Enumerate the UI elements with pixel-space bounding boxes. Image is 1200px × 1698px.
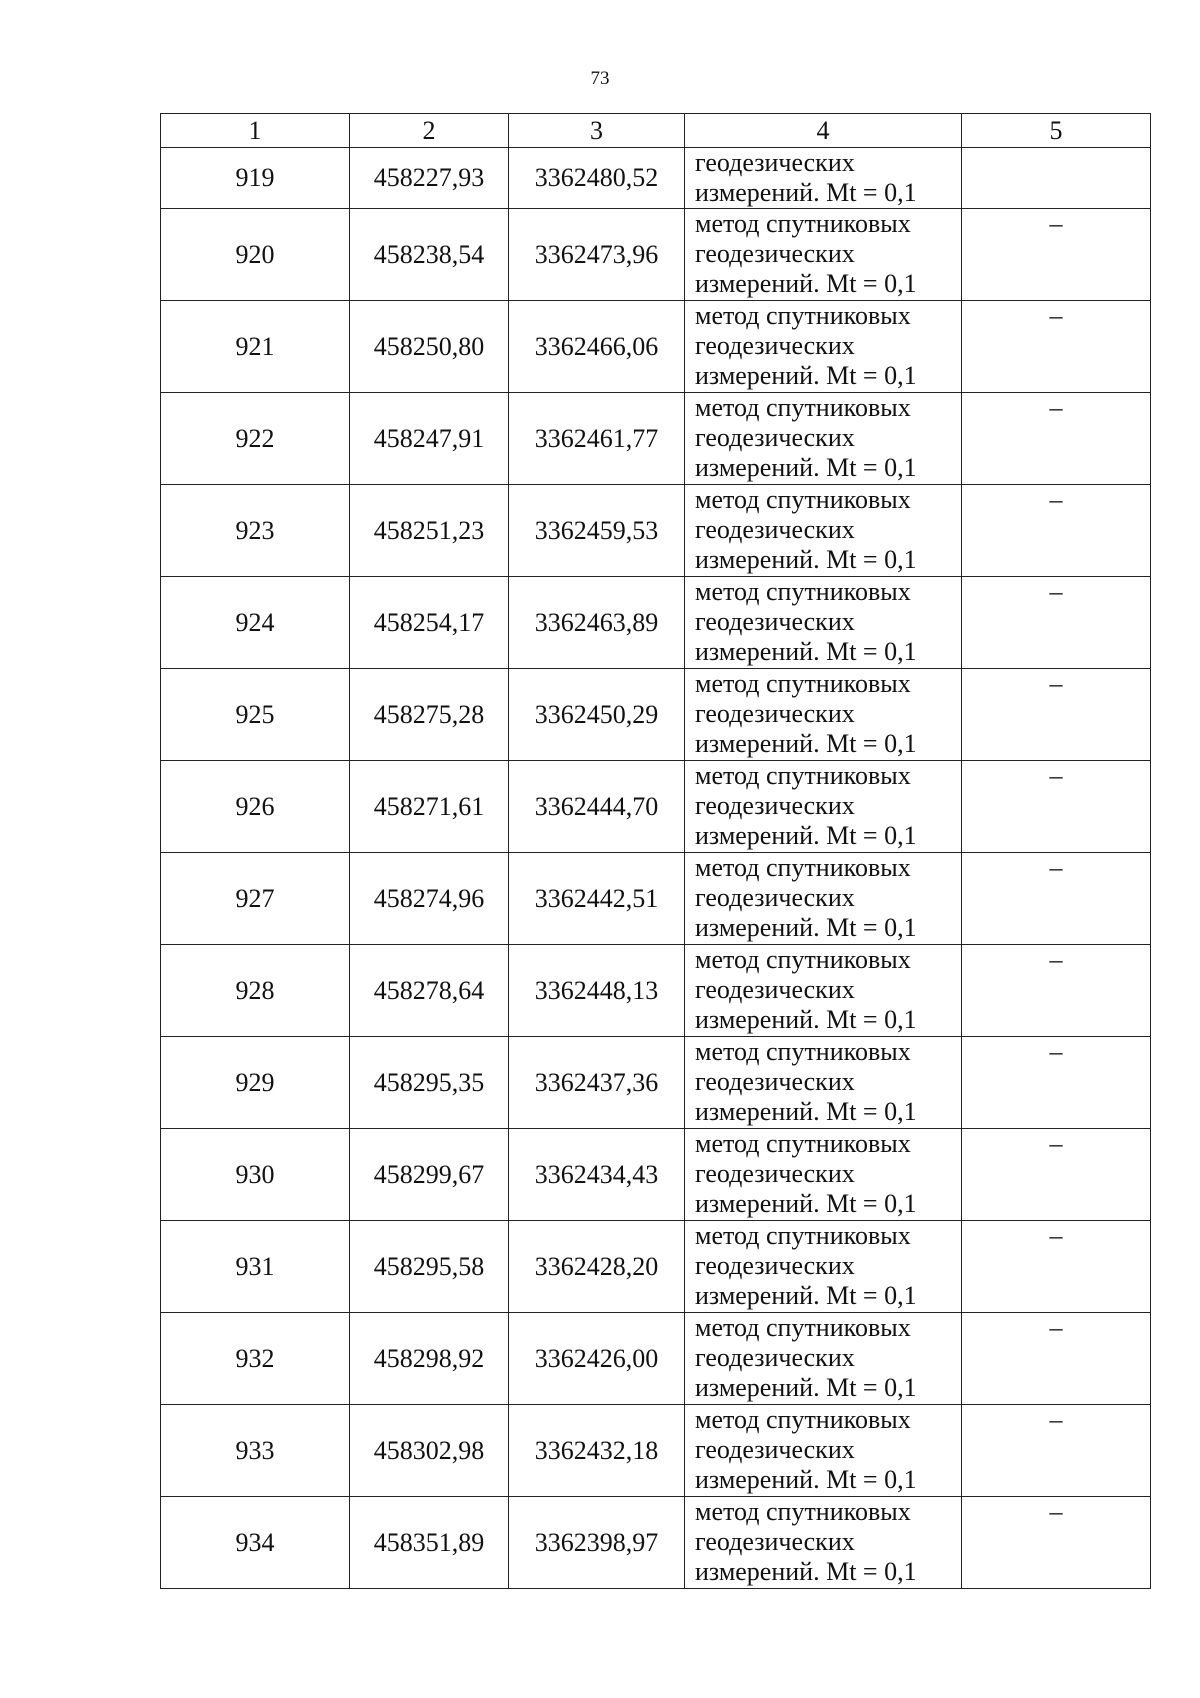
table-row [161,853,1151,945]
y-coordinate-cell: 3362428,20 [509,1221,685,1313]
table-row [161,1037,1151,1129]
page-number: 73 [590,68,610,89]
method-line: измерений. Mt = 0,1 [695,1189,917,1218]
x-coordinate-cell: 458254,17 [350,577,509,669]
method-line: геодезических [695,791,855,820]
extra-cell: – [962,485,1151,577]
table-row [161,1405,1151,1497]
extra-cell: – [962,209,1151,301]
point-number-cell: 925 [161,669,350,761]
method-line: метод спутниковых [695,669,911,698]
point-number-cell: 926 [161,761,350,853]
method-line: измерений. Mt = 0,1 [695,637,917,666]
point-number-cell: 922 [161,393,350,485]
y-coordinate-cell: 3362450,29 [509,669,685,761]
extra-cell: – [962,301,1151,393]
method-line: метод спутниковых [695,1405,911,1434]
method-line: метод спутниковых [695,485,911,514]
method-line: геодезических [695,331,855,360]
method-cell [685,669,962,761]
method-line: метод спутниковых [695,393,911,422]
method-line: метод спутниковых [695,1129,911,1158]
extra-cell [962,148,1151,209]
method-line: измерений. Mt = 0,1 [695,1005,917,1034]
method-line: геодезических [695,607,855,636]
method-line: измерений. Mt = 0,1 [695,1373,917,1402]
table-row [161,945,1151,1037]
y-coordinate-cell: 3362432,18 [509,1405,685,1497]
extra-cell: – [962,1313,1151,1405]
column-header-1: 1 [161,114,350,148]
method-line: геодезических [695,1251,855,1280]
y-coordinate-cell: 3362461,77 [509,393,685,485]
table-row [161,1313,1151,1405]
method-cell [685,209,962,301]
point-number-cell: 923 [161,485,350,577]
method-line: измерений. Mt = 0,1 [695,453,917,482]
point-number-cell: 924 [161,577,350,669]
extra-cell: – [962,669,1151,761]
method-line: геодезических [695,1435,855,1464]
method-line: измерений. Mt = 0,1 [695,1557,917,1586]
method-line: метод спутниковых [695,1037,911,1066]
method-line: метод спутниковых [695,853,911,882]
table-row-continued [161,148,1151,209]
extra-cell: – [962,761,1151,853]
x-coordinate-cell: 458251,23 [350,485,509,577]
method-cell [685,485,962,577]
method-line: измерений. Mt = 0,1 [695,545,917,574]
y-coordinate-cell: 3362466,06 [509,301,685,393]
x-coordinate-cell: 458295,58 [350,1221,509,1313]
y-coordinate-cell: 3362459,53 [509,485,685,577]
method-line: измерений. Mt = 0,1 [695,729,917,758]
method-cell [685,761,962,853]
method-line: измерений. Mt = 0,1 [695,1281,917,1310]
y-coordinate-cell: 3362398,97 [509,1497,685,1589]
x-coordinate-cell: 458298,92 [350,1313,509,1405]
method-line: метод спутниковых [695,761,911,790]
extra-cell: – [962,1129,1151,1221]
method-line: метод спутниковых [695,1497,911,1526]
extra-cell: – [962,945,1151,1037]
coordinates-table [160,113,1151,1589]
y-coordinate-cell: 3362473,96 [509,209,685,301]
point-number-cell: 933 [161,1405,350,1497]
point-number-cell: 920 [161,209,350,301]
method-line: геодезических [695,148,855,177]
method-line: геодезических [695,1527,855,1556]
table-row [161,393,1151,485]
point-number-cell: 919 [161,148,350,209]
column-header-4: 4 [685,114,962,148]
method-line: геодезических [695,883,855,912]
method-line: метод спутниковых [695,209,911,238]
method-cell [685,577,962,669]
method-line: измерений. Mt = 0,1 [695,1097,917,1126]
method-line: метод спутниковых [695,1313,911,1342]
header-row [161,114,1151,148]
method-cell [685,393,962,485]
method-line: геодезических [695,423,855,452]
method-cell [685,148,962,209]
point-number-cell: 928 [161,945,350,1037]
table-row [161,577,1151,669]
method-cell [685,945,962,1037]
x-coordinate-cell: 458275,28 [350,669,509,761]
method-line: геодезических [695,1067,855,1096]
y-coordinate-cell: 3362448,13 [509,945,685,1037]
extra-cell: – [962,577,1151,669]
column-header-2: 2 [350,114,509,148]
method-line: геодезических [695,515,855,544]
y-coordinate-cell: 3362444,70 [509,761,685,853]
y-coordinate-cell: 3362480,52 [509,148,685,209]
point-number-cell: 927 [161,853,350,945]
method-line: измерений. Mt = 0,1 [695,913,917,942]
x-coordinate-cell: 458271,61 [350,761,509,853]
method-line: метод спутниковых [695,1221,911,1250]
method-cell [685,1405,962,1497]
point-number-cell: 930 [161,1129,350,1221]
column-header-5: 5 [962,114,1151,148]
point-number-cell: 921 [161,301,350,393]
method-line: измерений. Mt = 0,1 [695,178,917,207]
x-coordinate-cell: 458227,93 [350,148,509,209]
extra-cell: – [962,1405,1151,1497]
method-cell [685,1497,962,1589]
table-row [161,1221,1151,1313]
method-line: метод спутниковых [695,945,911,974]
table-row [161,485,1151,577]
table-row [161,669,1151,761]
x-coordinate-cell: 458274,96 [350,853,509,945]
point-number-cell: 931 [161,1221,350,1313]
column-header-3: 3 [509,114,685,148]
extra-cell: – [962,853,1151,945]
y-coordinate-cell: 3362426,00 [509,1313,685,1405]
method-line: геодезических [695,1159,855,1188]
method-line: геодезических [695,1343,855,1372]
point-number-cell: 929 [161,1037,350,1129]
method-cell [685,1129,962,1221]
x-coordinate-cell: 458278,64 [350,945,509,1037]
extra-cell: – [962,393,1151,485]
method-line: измерений. Mt = 0,1 [695,269,917,298]
y-coordinate-cell: 3362442,51 [509,853,685,945]
extra-cell: – [962,1221,1151,1313]
method-line: измерений. Mt = 0,1 [695,361,917,390]
method-line: геодезических [695,975,855,1004]
table-row [161,209,1151,301]
x-coordinate-cell: 458238,54 [350,209,509,301]
method-line: геодезических [695,239,855,268]
x-coordinate-cell: 458299,67 [350,1129,509,1221]
x-coordinate-cell: 458295,35 [350,1037,509,1129]
extra-cell: – [962,1037,1151,1129]
method-line: измерений. Mt = 0,1 [695,821,917,850]
method-cell [685,1221,962,1313]
x-coordinate-cell: 458247,91 [350,393,509,485]
table-row [161,1129,1151,1221]
method-line: метод спутниковых [695,301,911,330]
method-cell [685,301,962,393]
method-line: метод спутниковых [695,577,911,606]
table-row [161,301,1151,393]
y-coordinate-cell: 3362437,36 [509,1037,685,1129]
x-coordinate-cell: 458250,80 [350,301,509,393]
method-cell [685,853,962,945]
method-cell [685,1313,962,1405]
y-coordinate-cell: 3362434,43 [509,1129,685,1221]
y-coordinate-cell: 3362463,89 [509,577,685,669]
table-header [161,114,1151,148]
method-cell [685,1037,962,1129]
point-number-cell: 934 [161,1497,350,1589]
x-coordinate-cell: 458302,98 [350,1405,509,1497]
method-line: измерений. Mt = 0,1 [695,1465,917,1494]
method-line: геодезических [695,699,855,728]
extra-cell: – [962,1497,1151,1589]
table-body [161,148,1151,1589]
table-row [161,1497,1151,1589]
point-number-cell: 932 [161,1313,350,1405]
table-row [161,761,1151,853]
x-coordinate-cell: 458351,89 [350,1497,509,1589]
